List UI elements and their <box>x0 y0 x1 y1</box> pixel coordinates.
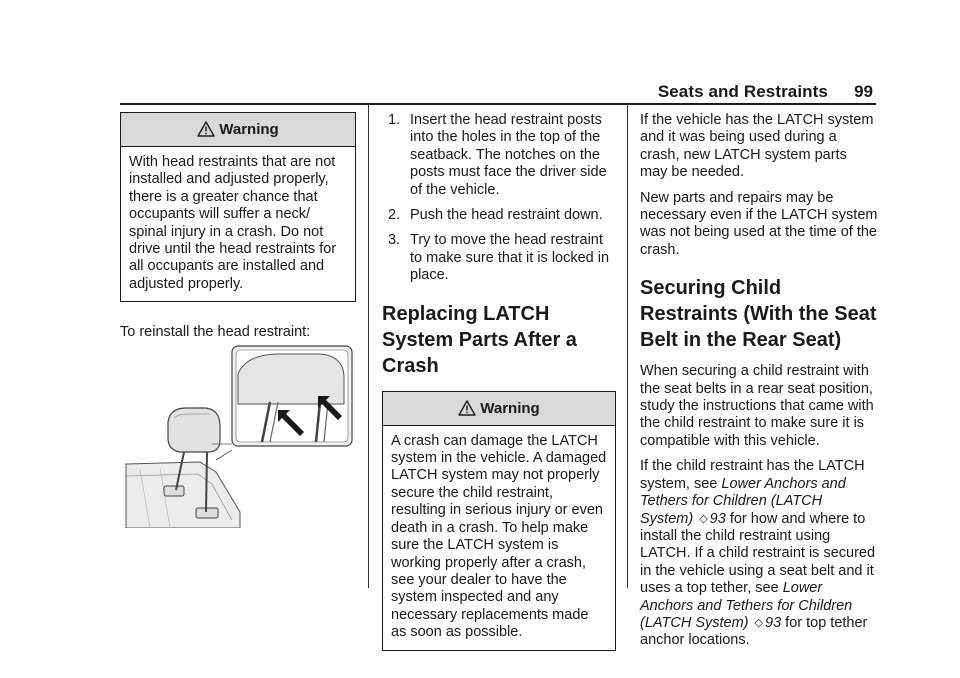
text-span: for top tether anchor locations. <box>640 614 868 649</box>
warning-triangle-icon <box>197 116 215 149</box>
page-reference[interactable]: 93 <box>765 614 782 631</box>
step-number: 1. <box>388 112 401 128</box>
section-heading: Replacing LATCH System Parts After a Crash <box>382 302 577 377</box>
warning-title: Warning <box>480 399 540 417</box>
cross-reference-link[interactable]: Lower Anchors and Tethers for Children (LATCH System) <box>640 580 853 631</box>
warning-triangle-icon <box>458 395 476 428</box>
cross-reference-link[interactable]: Lower Anchors and Tethers for Children (LATCH System) <box>640 475 846 527</box>
column-middle <box>382 112 616 651</box>
column-right <box>640 112 878 658</box>
column-divider <box>627 104 628 588</box>
intro-text: To reinstall the head restraint: <box>120 324 311 341</box>
column-divider <box>368 104 369 588</box>
warning-header <box>121 113 355 147</box>
paragraph-with-references <box>640 458 878 649</box>
step-item <box>382 232 616 284</box>
section-title: Seats and Restraints <box>657 82 828 101</box>
warning-text: A crash can damage the LATCH system in the vehicle. A damaged LATCH system may not properly secure the child restraint, resulting in serious injury or even death in a crash. To help make sure the LATCH system is working properly after a crash, see your dealer to have the system inspected and any necessary replacements made as soon as possible. <box>391 432 607 641</box>
step-text: Push the head restraint down. <box>410 207 603 224</box>
paragraph: New parts and repairs may be necessary even if the LATCH system was not being used at the time of the crash. <box>640 189 878 258</box>
page-header <box>0 0 960 104</box>
warning-box <box>120 112 356 302</box>
column-left <box>120 112 356 350</box>
warning-text: With head restraints that are not installed and adjusted properly, there is a greater chance that occupants will suffer a neck/ spinal injury in a crash. Do not drive until the head restraints for all occupants are installed and adjusted properly. <box>129 154 337 292</box>
page-reference-icon: ◇ <box>754 616 763 629</box>
step-item <box>382 112 616 199</box>
text-span: If the child restraint has the LATCH system, see <box>640 458 865 492</box>
warning-header <box>383 392 615 426</box>
page-number: 99 <box>854 82 873 101</box>
steps-list <box>382 112 616 285</box>
head-restraint-illustration <box>120 344 356 528</box>
warning-title: Warning <box>219 121 279 138</box>
step-number: 3. <box>388 232 401 249</box>
text-span: for how and where to install the child restraint using LATCH. If a child restraint is secured in the vehicle using a seat belt and it uses a top tether, see <box>640 510 876 597</box>
page-reference[interactable]: 93 <box>709 510 726 527</box>
step-number: 2. <box>388 207 401 224</box>
step-item <box>382 207 616 224</box>
header-rule <box>120 103 876 105</box>
page-reference-icon: ◇ <box>699 512 708 525</box>
step-text: Try to move the head restraint to make sure that it is locked in place. <box>410 232 610 284</box>
step-text: Insert the head restraint posts into the holes in the top of the seatback. The notches on the posts must face the driver side of the vehicle. <box>410 112 607 198</box>
paragraph: When securing a child restraint with the seat belts in a rear seat position, study the instructions that came with the child restraint to make sure it is compatible with this vehicle. <box>640 363 874 449</box>
section-heading: Securing Child Restraints (With the Seat Belt in the Rear Seat) <box>640 277 877 352</box>
paragraph: If the vehicle has the LATCH system and it was being used during a crash, new LATCH system parts may be needed. <box>640 112 874 181</box>
warning-box <box>382 391 616 651</box>
